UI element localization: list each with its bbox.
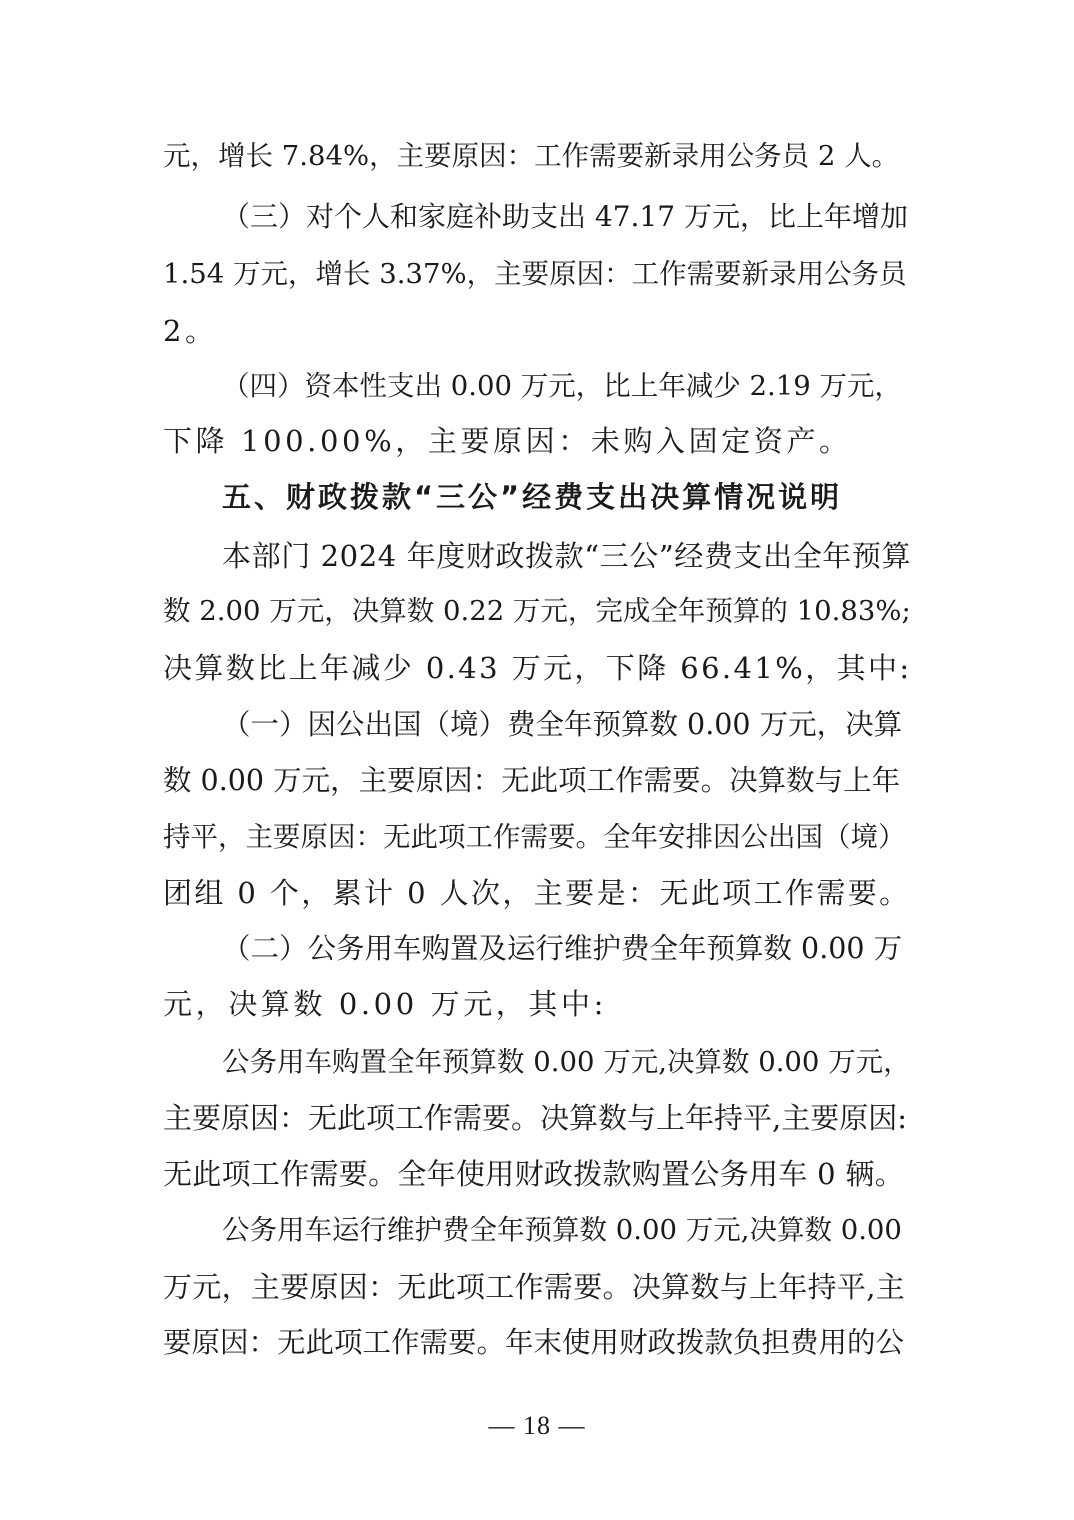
text-line: 公务用车运行维护费全年预算数 0.00 万元,决算数 0.00 — [222, 1214, 902, 1246]
text-line: 元，增长 7.84%，主要原因：工作需要新录用公务员 2 人。 — [163, 140, 900, 172]
text-line: （四）资本性支出 0.00 万元，比上年减少 2.19 万元， — [222, 370, 902, 402]
text-line: 下降 100.00%，主要原因：未购入固定资产。 — [163, 424, 852, 458]
text-line: 本部门 2024 年度财政拨款“三公”经费支出全年预算 — [222, 539, 912, 573]
text-line: 万元，主要原因：无此项工作需要。决算数与上年持平,主 — [163, 1270, 906, 1304]
text-line: 决算数比上年减少 0.43 万元，下降 66.41%，其中: — [163, 651, 912, 685]
text-line: 1.54 万元，增长 3.37%，主要原因：工作需要新录用公务员 — [163, 258, 907, 290]
text-line: 团组 0 个，累计 0 人次，主要是：无此项工作需要。 — [163, 876, 911, 910]
text-line: 2。 — [163, 314, 218, 348]
text-line: （三）对个人和家庭补助支出 47.17 万元，比上年增加 — [222, 200, 908, 233]
text-line: 要原因：无此项工作需要。年末使用财政拨款负担费用的公 — [163, 1326, 905, 1359]
page-number: — 18 — — [488, 1411, 586, 1440]
text-line: （一）因公出国（境）费全年预算数 0.00 万元，决算 — [222, 708, 903, 741]
text-line: 元，决算数 0.00 万元，其中: — [163, 987, 607, 1021]
text-line: 数 0.00 万元，主要原因：无此项工作需要。决算数与上年 — [163, 764, 901, 797]
text-line: 主要原因：无此项工作需要。决算数与上年持平,主要原因: — [163, 1101, 907, 1135]
text-line: 公务用车购置全年预算数 0.00 万元,决算数 0.00 万元， — [222, 1046, 911, 1078]
section-heading: 五、财政拨款“三公”经费支出决算情况说明 — [222, 480, 843, 514]
text-line: 持平，主要原因：无此项工作需要。全年安排因公出国（境） — [163, 821, 906, 853]
text-line: （二）公务用车购置及运行维护费全年预算数 0.00 万 — [222, 932, 903, 965]
text-line: 无此项工作需要。全年使用财政拨款购置公务用车 0 辆。 — [163, 1157, 904, 1191]
text-line: 数 2.00 万元，决算数 0.22 万元，完成全年预算的 10.83%; — [163, 595, 911, 627]
